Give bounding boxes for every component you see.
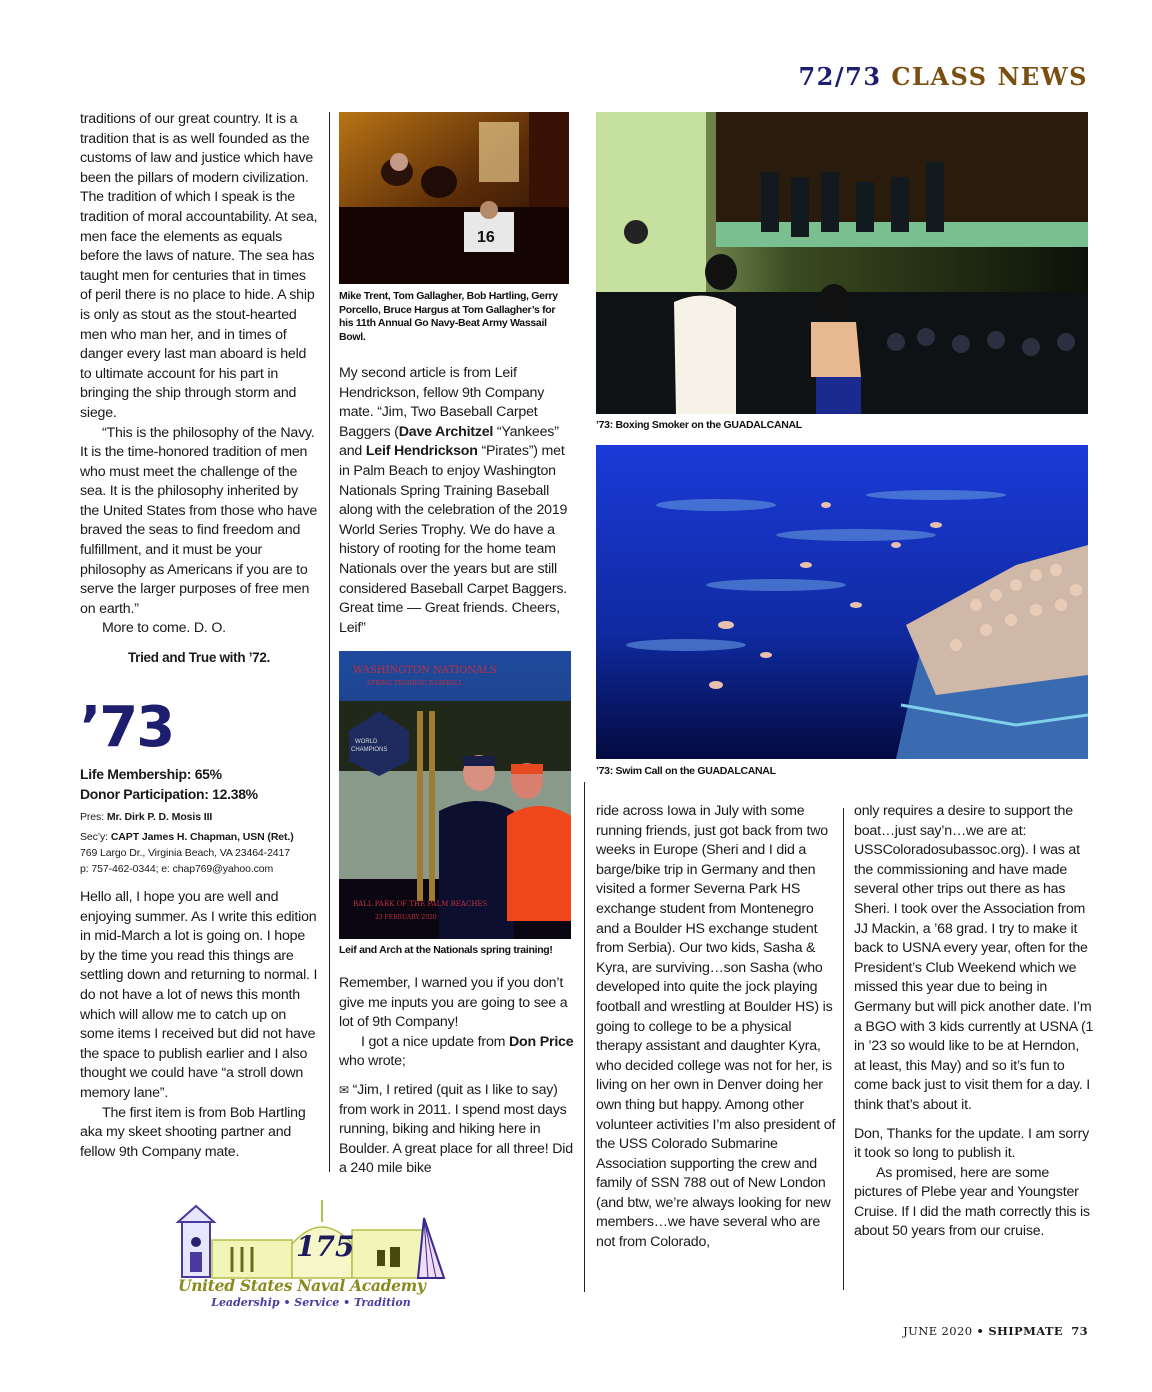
svg-text:23 FEBRUARY 2020: 23 FEBRUARY 2020 [375, 914, 437, 921]
paragraph: ride across Iowa in July with some running friends, just got back from two weeks in Europe (Sheri and I did a barge/bike trip in Germany and then visited a former Severna Park HS exchange student from Montenegro and a Boulder HS exchange student from Serbia). Our two kids, Sasha & Kyra, are surviving…son Sasha (who developed into quite the jock playing football and wrestling at Boulder HS) is going to college to be a physical therapy assistant and daughter Kyra, who decided college was not for her, is living on her own in Denver doing her own thing but happy. Among other volunteer activities I’m also president of the USS Colorado Submarine Association supporting the crew and family of SSN 788 out of New London (and btw, we’re always looking for new members…we have several who are not from Colorado, [596, 803, 836, 1251]
column-2-lower [339, 974, 575, 1179]
swim-call-caption: ’73: Swim Call on the GUADALCANAL [596, 765, 776, 777]
svg-text:16: 16 [477, 229, 495, 246]
president-name: Mr. Dirk P. D. Mosis III [106, 811, 213, 823]
boxing-smoker-caption: ’73: Boxing Smoker on the GUADALCANAL [596, 419, 802, 431]
secretary-name: CAPT James H. Chapman, USN (Ret.) [110, 831, 294, 843]
publication-name: SHIPMATE [988, 1324, 1064, 1338]
column-2-upper [339, 364, 575, 638]
column-4 [854, 802, 1094, 1242]
column-divider [843, 808, 844, 1290]
secretary-contact: p: 757-462-0344; e: chap769@yahoo.com [80, 863, 274, 875]
wassail-bowl-photo [339, 112, 569, 284]
svg-text:CHAMPIONS: CHAMPIONS [351, 747, 388, 753]
name-dave-architzel: Dave Architzel [398, 423, 494, 440]
nationals-spring-training-image [339, 651, 571, 939]
group-photo-image [339, 112, 569, 284]
column-1 [80, 110, 318, 668]
logo-tagline: Leadership • Service • Tradition [211, 1296, 411, 1309]
envelope-icon: ✉ [339, 1082, 349, 1097]
paragraph: Remember, I warned you if you don’t give me inputs you are going to see a lot of 9th Company! [339, 975, 568, 1031]
logo-175: 175 [296, 1230, 355, 1263]
issue-date: JUNE 2020 [903, 1324, 973, 1338]
column-3 [596, 802, 836, 1253]
president-line: Pres: Mr. Dirk P. D. Mosis III [80, 811, 213, 823]
class73-info [80, 764, 330, 877]
wassail-bowl-caption: Mike Trent, Tom Gallagher, Bob Hartling, Gerry Porcello, Bruce Hargus at Tom Gallagher’s for his 11th Annual Go Navy-Beat Army Wassail Bowl. [339, 290, 558, 343]
paragraph: ✉ “Jim, I retired (quit as I like to say) from work in 2011. I spend most days running, biking and hiking here in Boulder. A great place for all three! Did a 240 mile bike [339, 1081, 573, 1177]
page-number: 73 [1071, 1324, 1088, 1338]
swim-call-image [596, 445, 1088, 759]
column-divider [584, 782, 585, 1292]
paragraph: The first item is from Bob Hartling aka my skeet shooting partner and fellow 9th Company mate. [80, 1104, 306, 1160]
nationals-caption: Leif and Arch at the Nationals spring training! [339, 944, 553, 956]
paragraph: only requires a desire to support the boat…just say’n…we are at: USSColoradosubassoc.org). I was at the commissioning and have made several other trips out there as has Sheri. I took over the Association from JJ Mackin, a ’68 grad. I try to make it back to USNA every year, often for the President’s Club Weekend which we missed this year due to being in Germany but will pick another date. I’m a BGO with 3 kids currently at USNA (1 in ’23 so would like to be at Herndon, at least, this May) and so it’s fun to come back just to visit them for a day. I think that’s about it. [854, 803, 1094, 1113]
name-don-price: Don Price [509, 1033, 574, 1050]
paragraph: traditions of our great country. It is a tradition that is as well founded as the customs of law and justice which have been the pillars of modern civilization. The tradition of which I speak is the tradition of moral accountability. At sea, men face the elements as equals before the laws of nature. The sea has taught men for centuries that in times of peril there is no place to hide. A ship is only as stout as the stout-hearted men who man her, and in times of danger every last man aboard is held to ultimate account for his part in bringing the ship through storm and siege. [80, 111, 318, 421]
secretary-line: Sec’y: CAPT James H. Chapman, USN (Ret.) [80, 831, 294, 843]
page-footer: JUNE 2020 • SHIPMATE 73 [903, 1324, 1088, 1338]
class-years: 72/73 [798, 62, 882, 91]
class73-intro [80, 888, 318, 1162]
svg-text:WORLD: WORLD [355, 739, 378, 745]
swim-call-photo [596, 445, 1088, 759]
name-leif-hendrickson: Leif Hendrickson [365, 443, 478, 460]
logo-name: United States Naval Academy [178, 1276, 426, 1295]
boxing-smoker-photo [596, 112, 1088, 414]
secretary-address: 769 Largo Dr., Virginia Beach, VA 23464-2417 [80, 847, 291, 859]
class73-heading: ’73 [80, 695, 174, 760]
column-divider [329, 112, 330, 1172]
nationals-photo [339, 651, 571, 939]
boxing-smoker-image [596, 112, 1088, 414]
svg-text:BALL PARK OF THE PALM BEACHES: BALL PARK OF THE PALM BEACHES [353, 900, 488, 908]
sign-top: WASHINGTON NATIONALS [353, 665, 497, 676]
paragraph: I got a nice update from Don Price who wrote; [339, 1033, 574, 1070]
paragraph: “This is the philosophy of the Navy. It is the time-honored tradition of men who must meet the challenge of the sea. It is the philosophy inherited by the United States from those who have braved the seas to find freedom and fulfillment, and it must be your philosophy as Americans if you are to serve the larger purposes of free men on earth.” [80, 424, 318, 617]
paragraph: My second article is from Leif Hendrickson, fellow 9th Company mate. “Jim, Two Baseball Carpet Baggers (Dave Architzel “Yankees” and Leif Hendrickson “Pirates”) met in Palm Beach to enjoy Washington Nationals Spring Training Baseball along with the celebration of the 2019 World Series Trophy. We do have a history of rooting for the home team Nationals over the years but are still considered Baseball Carpet Baggers. Great time — Great friends. Cheers, Leif” [339, 365, 568, 636]
class72-signoff: Tried and True with ’72. [127, 650, 271, 666]
paragraph: Don, Thanks for the update. I am sorry it took so long to publish it. [854, 1125, 1090, 1162]
paragraph: As promised, here are some pictures of Plebe year and Youngster Cruise. If I did the math correctly this is about 50 years from our cruise. [854, 1164, 1090, 1240]
donor-participation: Donor Participation: 12.38% [80, 786, 258, 802]
paragraph: More to come. D. O. [102, 620, 226, 637]
paragraph: Hello all, I hope you are well and enjoying summer. As I write this edition in mid-March a lot is going on. I hope by the time you read this things are settling down and returning to normal. I do not have a lot of news this month which will allow me to catch up on some items I received but did not have the space to publish earlier and I also thought we could have “a stroll down memory lane”. [80, 889, 318, 1101]
svg-text:SPRING TRAINING BASEBALL: SPRING TRAINING BASEBALL [367, 680, 463, 687]
usna-175-logo [172, 1192, 450, 1317]
section-title: CLASS NEWS [891, 62, 1088, 91]
life-membership: Life Membership: 65% [80, 766, 222, 782]
section-header [798, 62, 1088, 91]
